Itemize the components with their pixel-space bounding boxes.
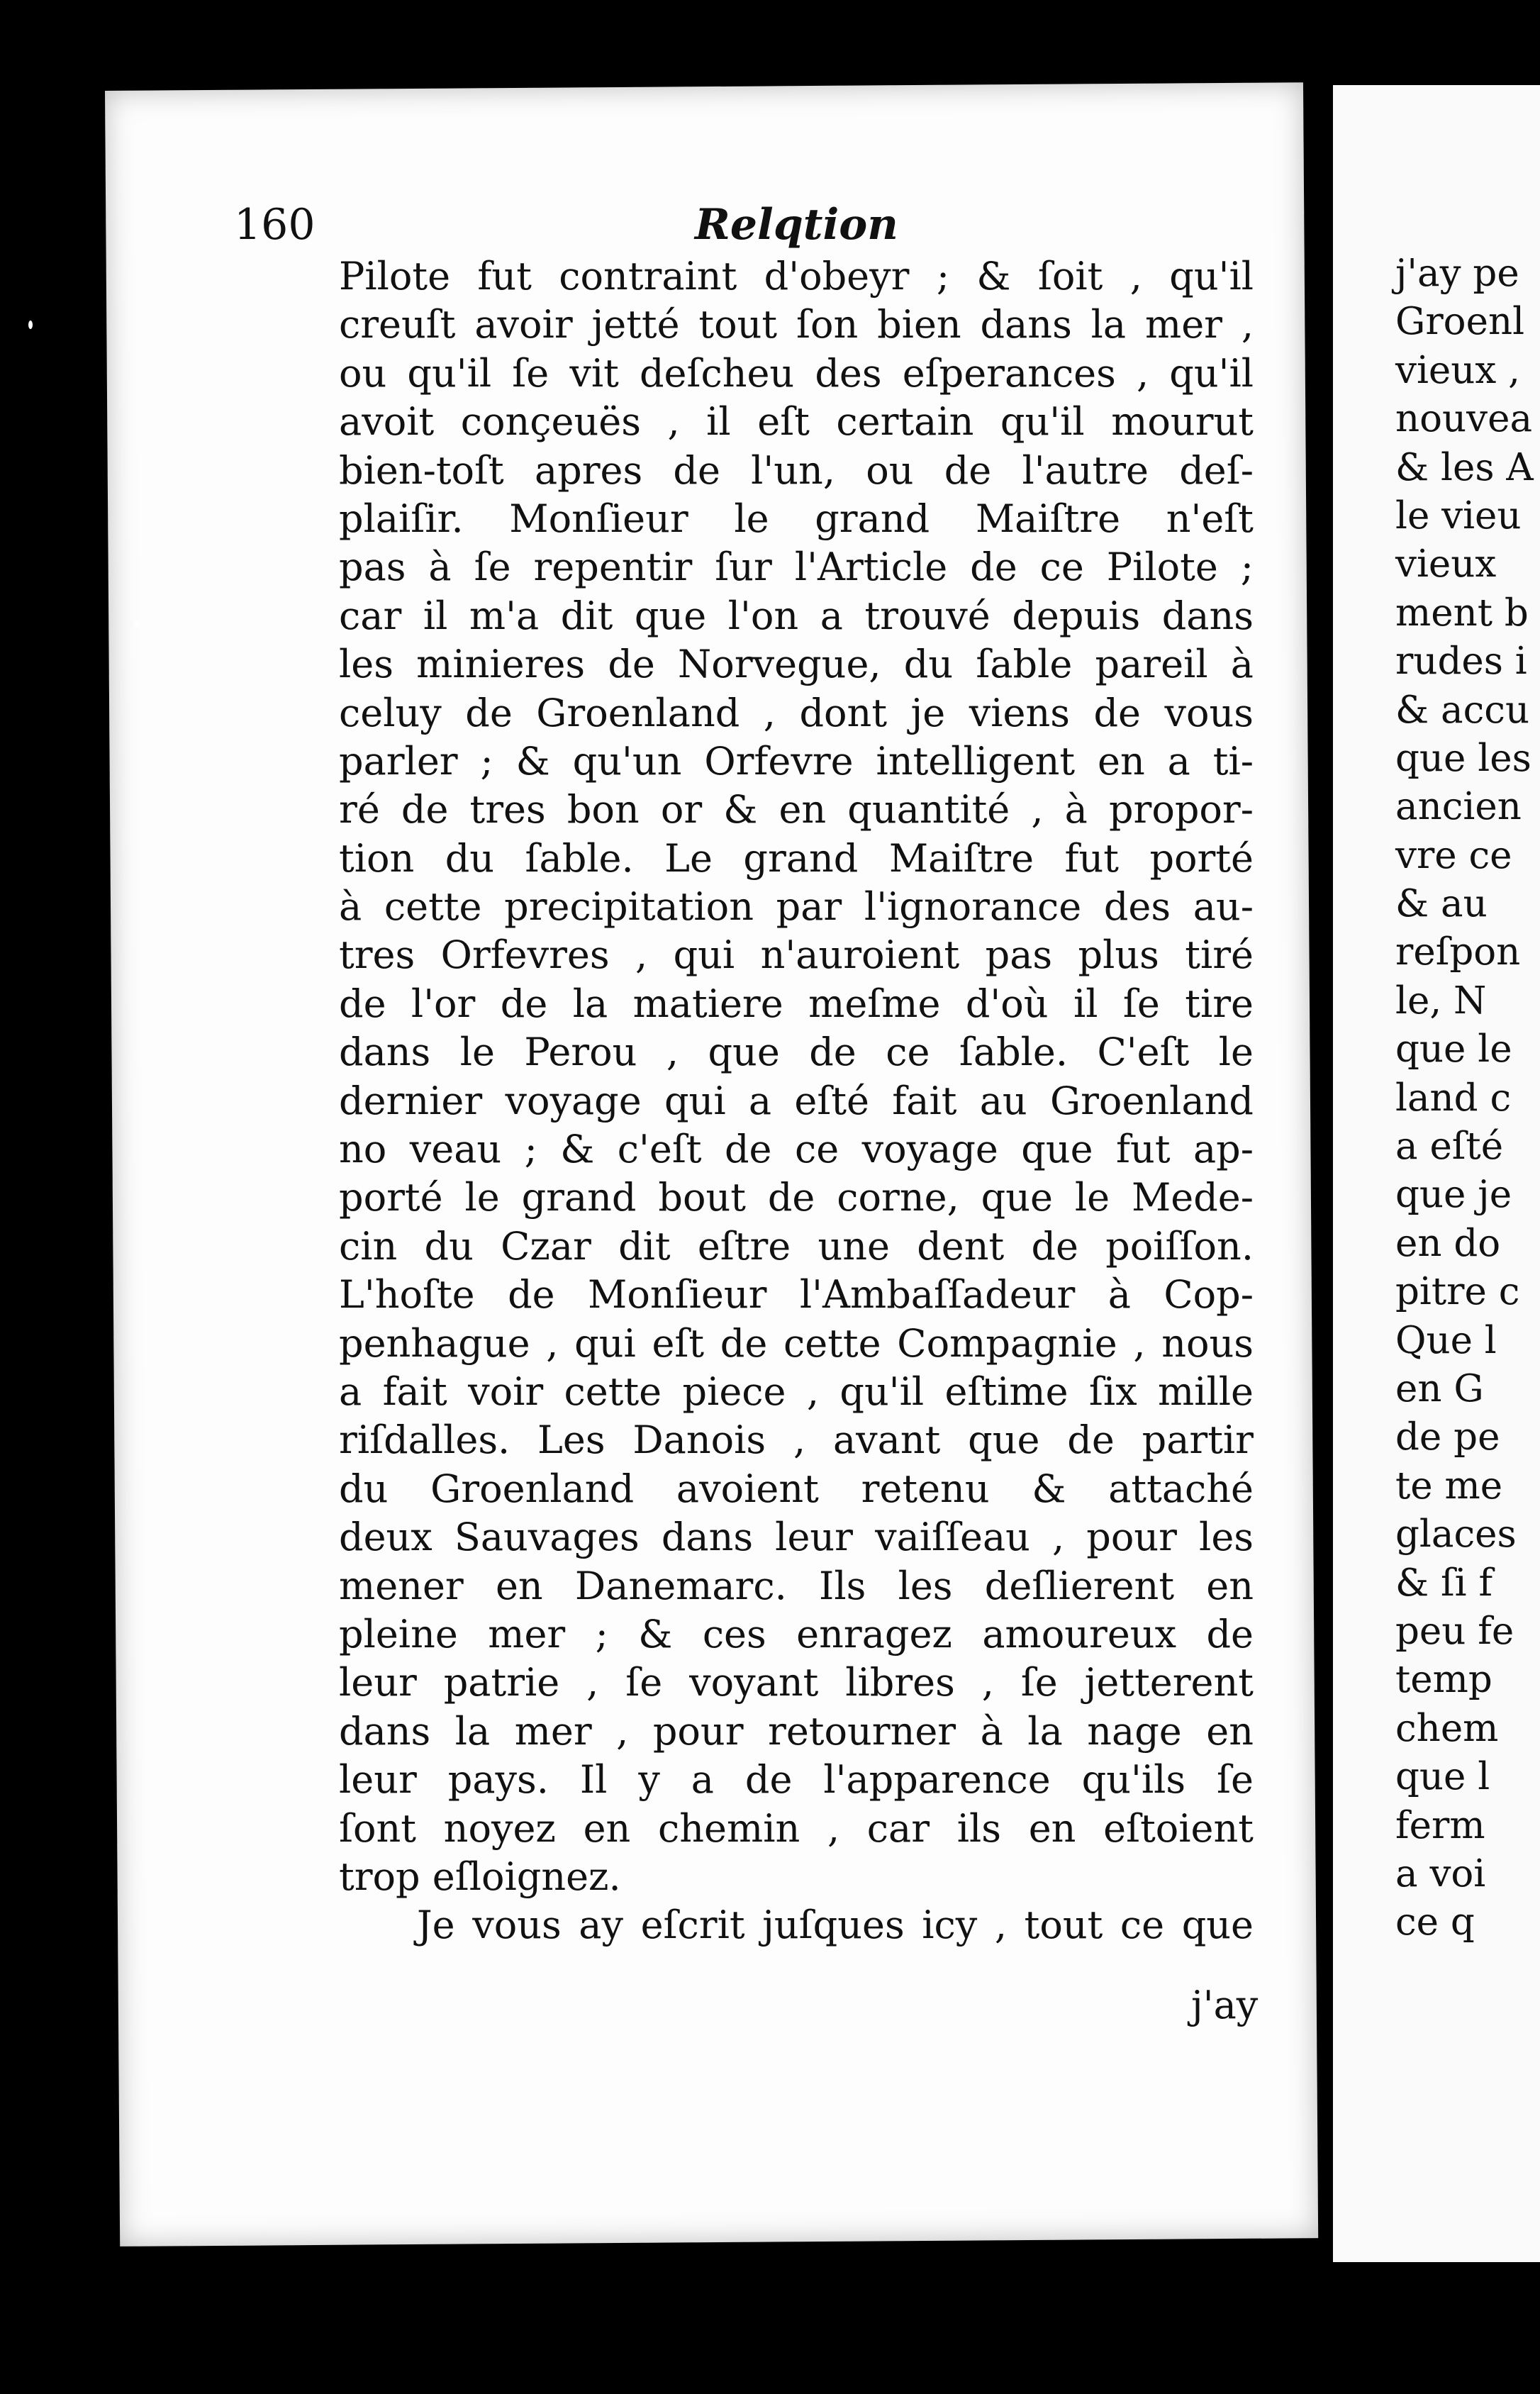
facing-text-line: le vieu — [1395, 494, 1522, 538]
text-line: avoit conçeuës , il eſt certain qu'il mourut — [339, 399, 1254, 445]
catchword: j'ay — [1191, 1983, 1259, 2027]
text-line: plaiſir. Monſieur le grand Maiſtre n'eſt — [339, 496, 1254, 541]
text-line: à cette precipitation par l'ignorance des au- — [339, 884, 1254, 930]
facing-text-line: que les — [1395, 736, 1531, 780]
running-title: Relqtion — [695, 200, 898, 250]
text-line: deux Sauvages dans leur vaiſſeau , pour les — [339, 1515, 1254, 1560]
facing-text-line: & au — [1395, 882, 1488, 926]
facing-text-line: que l — [1395, 1755, 1490, 1799]
facing-text-line: Groenl — [1395, 300, 1525, 344]
facing-text-line: que je — [1395, 1173, 1512, 1217]
facing-text-line: temp — [1395, 1658, 1492, 1702]
text-line: les minieres de Norvegue, du ſable pareil à — [339, 642, 1254, 687]
text-line: dans la mer , pour retourner à la nage en — [339, 1708, 1254, 1754]
facing-text-line: j'ay pe — [1395, 252, 1519, 295]
body-text — [339, 252, 1254, 1950]
text-line: pleine mer ; & ces enragez amoureux de — [339, 1611, 1254, 1657]
text-line: a fait voir cette piece , qu'il eſtime ſix mille — [339, 1369, 1254, 1414]
facing-text-line: reſpon — [1395, 930, 1521, 974]
text-line: Pilote fut contraint d'obeyr ; & ſoit , qu'il — [339, 254, 1254, 299]
facing-text-line: glaces — [1395, 1513, 1517, 1557]
text-line: car il m'a dit que l'on a trouvé depuis dans — [339, 593, 1254, 638]
text-line: cin du Czar dit eſtre une dent de poiſſon. — [339, 1223, 1254, 1269]
speck — [28, 321, 33, 329]
text-line: dernier voyage qui a eſté fait au Groenland — [339, 1078, 1254, 1123]
text-line: leur patrie , ſe voyant libres , ſe jetterent — [339, 1660, 1254, 1705]
text-line: mener en Danemarc. Ils les deſlierent en — [339, 1563, 1254, 1608]
facing-text-line: nouvea — [1395, 397, 1533, 441]
text-line: du Groenland avoient retenu & attaché — [339, 1466, 1254, 1511]
facing-text-line: le, N — [1395, 979, 1487, 1023]
facing-text-line: ancien — [1395, 785, 1522, 829]
text-line: porté le grand bout de corne, que le Mede- — [339, 1175, 1254, 1220]
facing-text-line: Que l — [1395, 1318, 1497, 1362]
facing-text-line: peu fe — [1395, 1609, 1514, 1653]
facing-text-line: pitre c — [1395, 1270, 1520, 1314]
facing-text-line: vieux — [1395, 542, 1497, 586]
book-page-right — [1333, 85, 1540, 2262]
facing-text-line: vieux , — [1395, 348, 1520, 392]
facing-text-line: a voi — [1395, 1852, 1486, 1895]
facing-text-line: de pe — [1395, 1415, 1500, 1459]
facing-text-line: & accu — [1395, 688, 1530, 732]
text-line: penhague , qui eſt de cette Compagnie , nous — [339, 1320, 1254, 1366]
text-line: ſont noyez en chemin , car ils en eſtoient — [339, 1805, 1254, 1851]
facing-text-line: land c — [1395, 1076, 1512, 1120]
text-line: parler ; & qu'un Orfevre intelligent en a ti- — [339, 738, 1254, 784]
paragraph-first-line: Je vous ay eſcrit juſques icy , tout ce que — [417, 1903, 1254, 1948]
text-line: trop eſloignez. — [339, 1854, 621, 1899]
text-line: bien-toſt apres de l'un, ou de l'autre deſ- — [339, 447, 1254, 493]
text-line: dans le Perou , que de ce ſable. C'eſt le — [339, 1030, 1254, 1075]
text-line: celuy de Groenland , dont je viens de vous — [339, 690, 1254, 735]
text-line: pas à ſe repentir ſur l'Article de ce Pilote ; — [339, 545, 1254, 590]
text-line: no veau ; & c'eſt de ce voyage que fut ap- — [339, 1127, 1254, 1172]
text-line: leur pays. Il y a de l'apparence qu'ils ſe — [339, 1757, 1254, 1803]
facing-text-line: & ſi f — [1395, 1561, 1493, 1605]
speck — [135, 621, 140, 627]
facing-text-line: ferm — [1395, 1803, 1485, 1847]
text-line: riſdalles. Les Danois , avant que de partir — [339, 1418, 1254, 1463]
facing-text-line: & les A — [1395, 445, 1534, 489]
facing-text-line: te me — [1395, 1464, 1503, 1508]
text-line: tion du ſable. Le grand Maiſtre fut porté — [339, 835, 1254, 881]
facing-text-line: en do — [1395, 1221, 1501, 1265]
facing-page-text — [1395, 250, 1534, 1947]
facing-text-line: rudes i — [1395, 640, 1527, 684]
page-number: 160 — [234, 200, 316, 250]
facing-text-line: vre ce — [1395, 833, 1512, 877]
text-line: creuſt avoir jetté tout ſon bien dans la mer , — [339, 302, 1254, 347]
text-line: ré de tres bon or & en quantité , à propor- — [339, 787, 1254, 833]
facing-text-line: a eſté — [1395, 1125, 1504, 1169]
facing-text-line: ment b — [1395, 591, 1529, 635]
text-line: ou qu'il ſe vit deſcheu des eſperances , qu'il — [339, 350, 1254, 396]
text-line: tres Orfevres , qui n'auroient pas plus tiré — [339, 932, 1254, 978]
facing-text-line: chem — [1395, 1706, 1499, 1750]
page-header — [234, 200, 1276, 257]
facing-text-line: que le — [1395, 1028, 1512, 1071]
facing-text-line: en G — [1395, 1366, 1484, 1410]
text-line: de l'or de la matiere meſme d'où il ſe tire — [339, 981, 1254, 1026]
facing-text-line: ce q — [1395, 1900, 1475, 1944]
text-line: L'hoſte de Monſieur l'Ambaſſadeur à Cop- — [339, 1272, 1254, 1318]
